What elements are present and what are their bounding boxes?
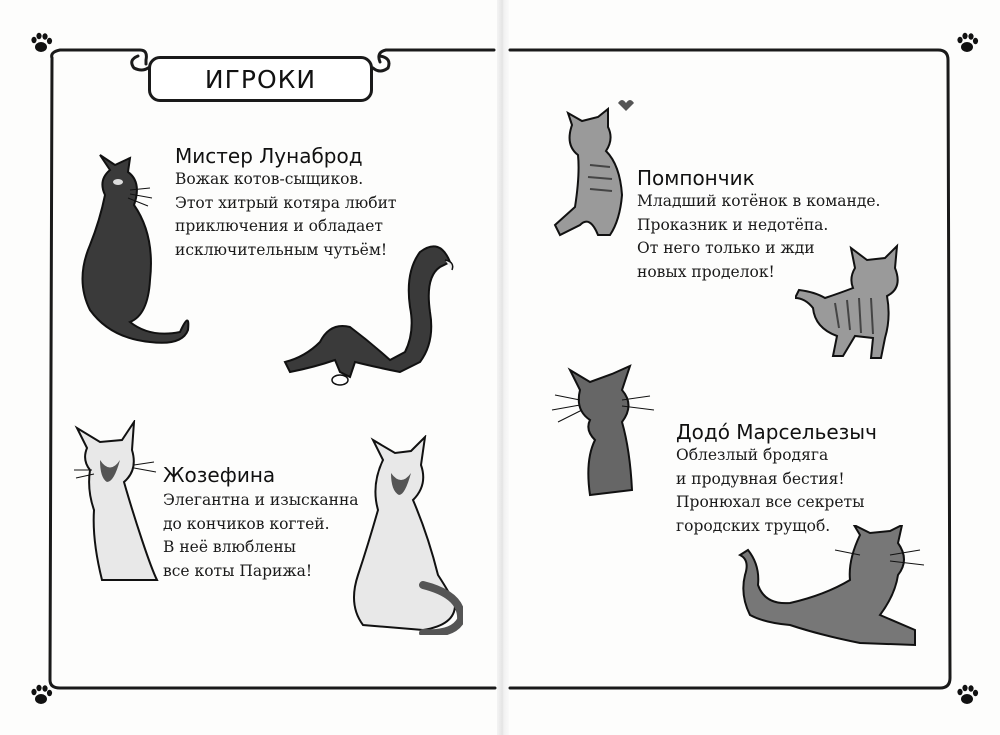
- cat-illustration-kitten-walking: [795, 238, 915, 363]
- paw-icon: [954, 30, 980, 56]
- character-name-pomponchik: Помпончик: [637, 166, 755, 190]
- character-desc-josephine: Элегантна и изысканна до кончиков когтей. В неё влюблены все коты Парижа!: [163, 491, 359, 580]
- page-title: ИГРОКИ: [204, 64, 317, 94]
- cat-illustration-kitten-jumping: [550, 95, 650, 245]
- cat-illustration-stretching-black: [280, 232, 470, 392]
- character-desc-dodo: Облезлый бродяга и продувная бестия! Пронюхал все секреты городских трущоб.: [676, 446, 865, 535]
- title-plate: [148, 56, 373, 102]
- character-desc-lunabrod: Вожак котов-сыщиков. Этот хитрый котяра любит приключения и обладает исключительным чутьём!: [175, 170, 397, 259]
- character-name-dodo: Додо́ Марсельезыч: [676, 420, 877, 444]
- paw-icon: [954, 682, 980, 708]
- cat-illustration-siamese-sitting: [343, 435, 463, 635]
- cat-illustration-sitting-black: [70, 150, 200, 350]
- paw-icon: [28, 30, 54, 56]
- cat-illustration-siamese-portrait: [72, 420, 162, 585]
- cat-illustration-scruffy-portrait: [550, 360, 670, 500]
- character-name-josephine: Жозефина: [163, 463, 276, 487]
- paw-icon: [28, 682, 54, 708]
- character-name-lunabrod: Мистер Лунаброд: [175, 144, 363, 168]
- character-desc-pomponchik: Младший котёнок в команде. Проказник и недотёпа. От него только и жди новых проделок!: [637, 192, 881, 281]
- cat-illustration-scruffy-lying: [730, 525, 930, 655]
